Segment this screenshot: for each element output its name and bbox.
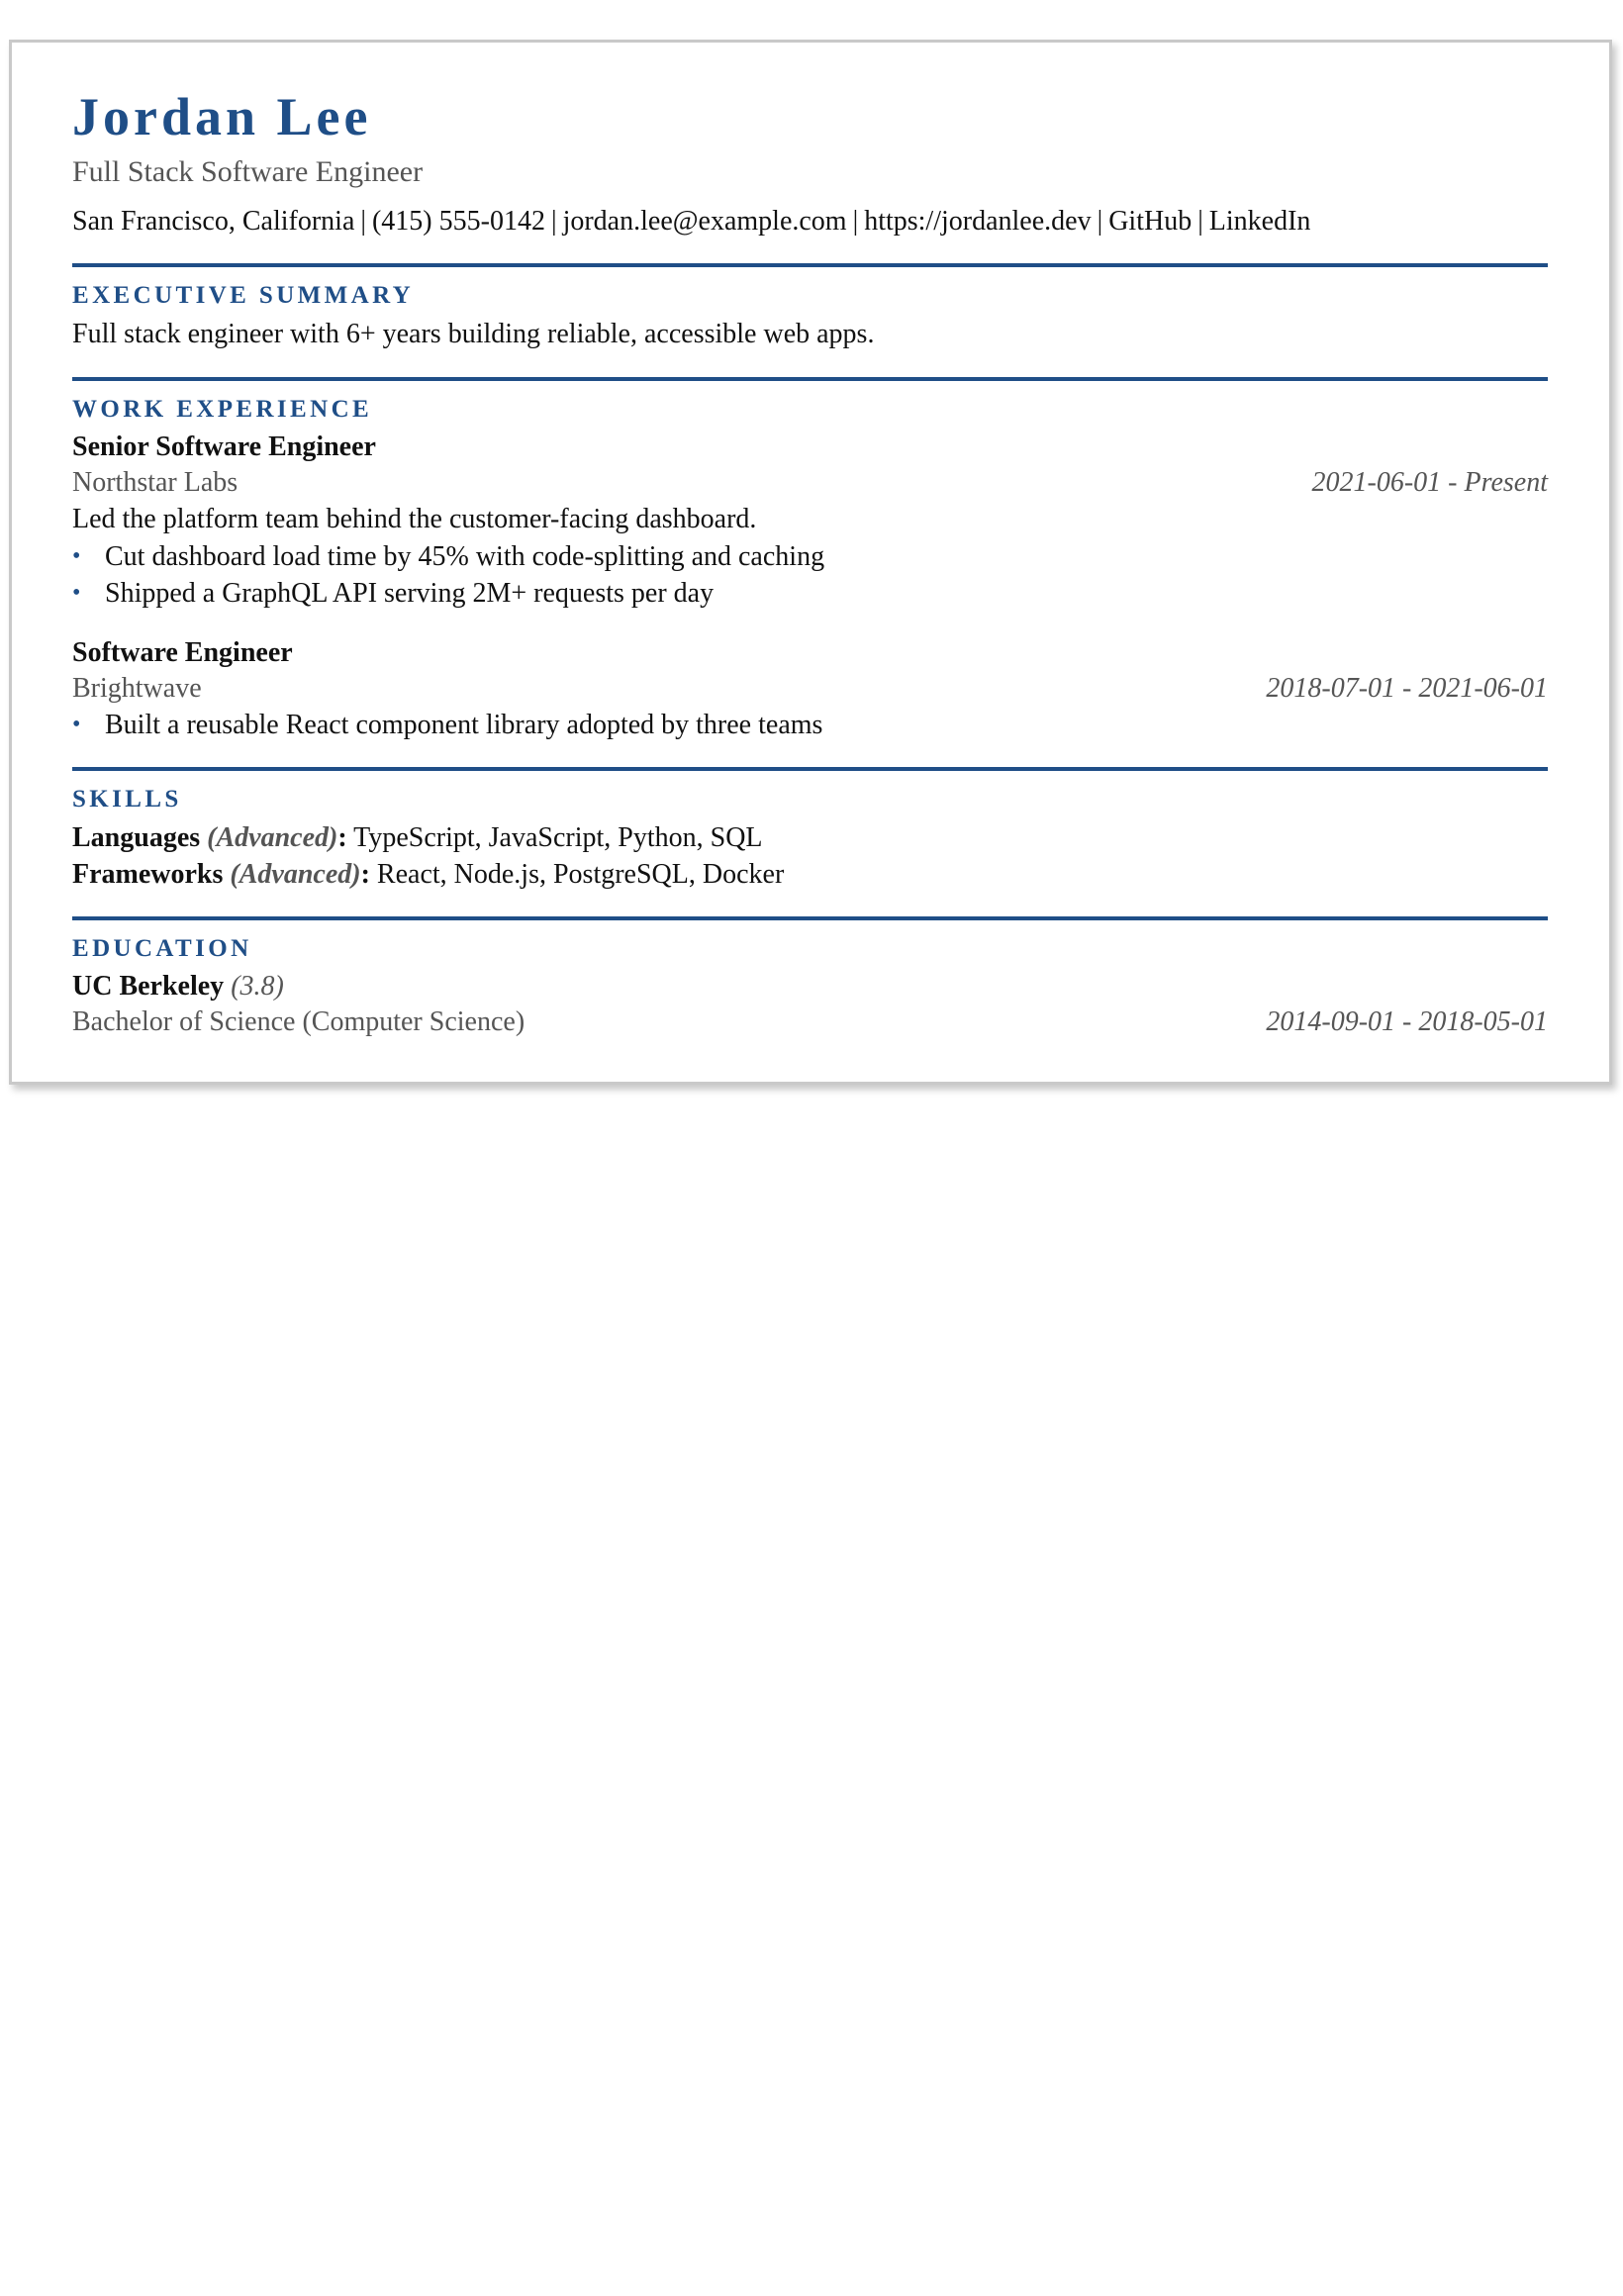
job-entry [72, 430, 1548, 612]
contact-location: San Francisco, California [72, 206, 355, 237]
bullet-icon: • [72, 543, 81, 569]
skill-level: (Advanced) [230, 859, 361, 890]
job-title: Software Engineer [72, 637, 293, 668]
section-heading: SKILLS [72, 786, 182, 813]
bullet-icon: • [72, 712, 81, 737]
job-meta-row [72, 671, 1548, 707]
job-dates: 2018-07-01 - 2021-06-01 [1266, 673, 1548, 704]
job-description: Led the platform team behind the customer-facing dashboard. [72, 504, 757, 534]
job-company: Northstar Labs [72, 467, 239, 498]
section-heading: EDUCATION [72, 935, 252, 962]
contact-separator: | [550, 206, 557, 237]
degree-row [72, 1004, 1548, 1040]
skills-section [72, 767, 1548, 893]
job-bullets [72, 538, 1548, 612]
bullet-icon: • [72, 580, 81, 606]
candidate-name: Jordan Lee [72, 87, 372, 146]
skill-colon: : [337, 822, 347, 853]
bullet-text: Shipped a GraphQL API serving 2M+ requests per day [105, 578, 715, 609]
school-line [72, 969, 1548, 1004]
skill-category: Languages [72, 822, 201, 853]
candidate-title: Full Stack Software Engineer [72, 155, 424, 188]
bullet-text: Built a reusable React component library adopted by three teams [105, 710, 823, 740]
education-section [72, 916, 1548, 1040]
section-heading: EXECUTIVE SUMMARY [72, 282, 415, 309]
job-company: Brightwave [72, 673, 202, 704]
contact-separator: | [1197, 206, 1203, 237]
contact-email[interactable]: jordan.lee@example.com [562, 206, 847, 237]
skill-list: TypeScript, JavaScript, Python, SQL [353, 822, 763, 853]
list-item [72, 707, 1548, 743]
contact-linkedin[interactable]: LinkedIn [1208, 206, 1311, 237]
skill-list: React, Node.js, PostgreSQL, Docker [376, 859, 785, 890]
section-heading: WORK EXPERIENCE [72, 396, 373, 423]
summary-text: Full stack engineer with 6+ years building reliable, accessible web apps. [72, 319, 875, 349]
education-dates: 2014-09-01 - 2018-05-01 [1266, 1006, 1548, 1037]
job-title: Senior Software Engineer [72, 431, 376, 462]
skill-colon: : [360, 859, 370, 890]
job-dates: 2021-06-01 - Present [1311, 467, 1548, 498]
contact-website[interactable]: https://jordanlee.dev [864, 206, 1092, 237]
contact-separator: | [852, 206, 859, 237]
experience-section [72, 377, 1548, 743]
school-gpa: (3.8) [231, 971, 284, 1002]
contact-line [72, 204, 1548, 239]
list-item [72, 575, 1548, 612]
job-meta-row [72, 465, 1548, 501]
contact-separator: | [360, 206, 366, 237]
skill-row [72, 856, 1548, 893]
summary-section [72, 263, 1548, 353]
job-entry [72, 635, 1548, 743]
contact-separator: | [1097, 206, 1103, 237]
contact-github[interactable]: GitHub [1108, 206, 1193, 237]
school-name: UC Berkeley [72, 971, 225, 1002]
bullet-text: Cut dashboard load time by 45% with code-splitting and caching [105, 541, 825, 572]
degree-name: Bachelor of Science (Computer Science) [72, 1006, 525, 1037]
list-item [72, 538, 1548, 575]
resume-page [9, 40, 1612, 1085]
skill-row [72, 819, 1548, 856]
skill-level: (Advanced) [207, 822, 338, 853]
skill-category: Frameworks [72, 859, 224, 890]
contact-phone: (415) 555-0142 [371, 206, 545, 237]
job-bullets [72, 707, 1548, 743]
